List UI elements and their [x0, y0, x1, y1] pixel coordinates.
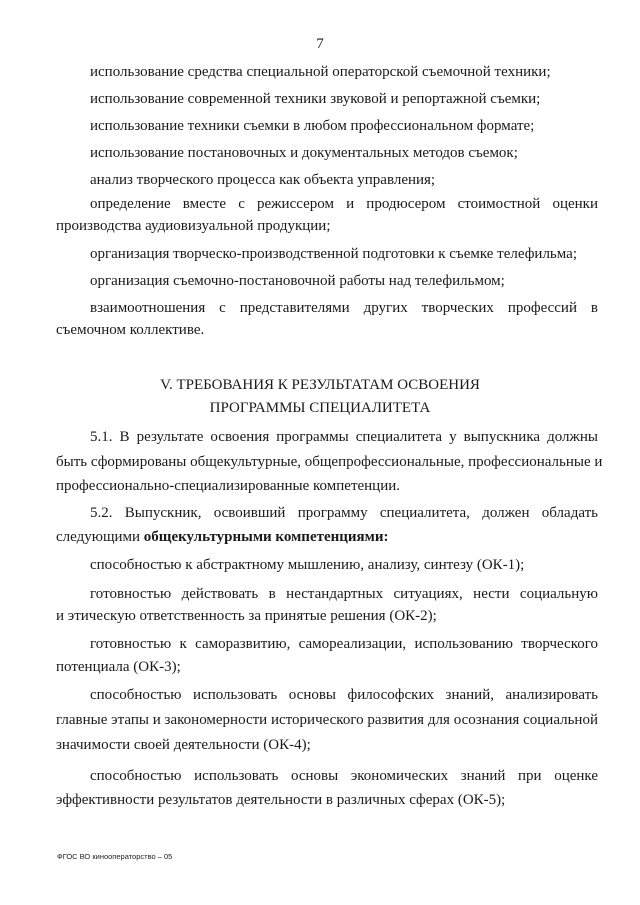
list-item: организация творческо-производственной подготовки к съемке телефильма; — [90, 246, 577, 262]
competency-item: способностью использовать основы экономических знаний при оценке — [90, 768, 598, 784]
competency-item-continuation: потенциала (ОК-3); — [56, 659, 181, 675]
paragraph-5-2-line — [56, 527, 389, 547]
footer-note: ФГОС ВО кинооператорство – 05 — [57, 852, 173, 861]
list-item: взаимоотношения с представителями других творческих профессий в — [90, 300, 598, 316]
paragraph-5-1-line: быть сформированы общекультурные, общепрофессиональные, профессиональные и — [56, 454, 603, 470]
paragraph-5-1-line: 5.1. В результате освоения программы специалитета у выпускника должны — [90, 429, 598, 445]
competency-item-continuation: эффективности результатов деятельности в различных сферах (ОК-5); — [56, 792, 506, 808]
competency-item-continuation: значимости своей деятельности (ОК-4); — [56, 737, 311, 753]
list-item: использование постановочных и документальных методов съемок; — [90, 145, 518, 161]
competency-item: готовностью к саморазвитию, самореализации, использованию творческого — [90, 636, 598, 652]
list-item: анализ творческого процесса как объекта управления; — [90, 172, 436, 188]
list-item-continuation: производства аудиовизуальной продукции; — [56, 218, 331, 234]
list-item: использование техники съемки в любом профессиональном формате; — [90, 118, 535, 134]
competency-item: способностью к абстрактному мышлению, анализу, синтезу (ОК-1); — [90, 557, 525, 573]
competency-item: способностью использовать основы философских знаний, анализировать — [90, 687, 598, 703]
competency-item: готовностью действовать в нестандартных ситуациях, нести социальную — [90, 586, 598, 602]
section-title-line1: V. ТРЕБОВАНИЯ К РЕЗУЛЬТАТАМ ОСВОЕНИЯ — [160, 377, 480, 393]
list-item: использование средства специальной операторской съемочной техники; — [90, 64, 551, 80]
paragraph-5-1-line: профессионально-специализированные компетенции. — [56, 478, 401, 494]
list-item-continuation: съемочном коллективе. — [56, 322, 205, 338]
list-item: определение вместе с режиссером и продюсером стоимостной оценки — [90, 196, 598, 212]
section-title-line2: ПРОГРАММЫ СПЕЦИАЛИТЕТА — [209, 400, 431, 416]
paragraph-5-2-bold: общекультурными компетенциями: — [143, 529, 389, 545]
paragraph-5-2-prefix: следующими — [56, 529, 144, 545]
list-item: организация съемочно-постановочной работы над телефильмом; — [90, 273, 505, 289]
competency-item-continuation: и этическую ответственность за принятые решения (ОК-2); — [56, 608, 437, 624]
competency-item-continuation: главные этапы и закономерности исторического развития для осознания социальной — [56, 712, 598, 728]
list-item: использование современной техники звуковой и репортажной съемки; — [90, 91, 541, 107]
paragraph-5-2-line: 5.2. Выпускник, освоивший программу специалитета, должен обладать — [90, 505, 598, 521]
page-number: 7 — [316, 36, 324, 52]
